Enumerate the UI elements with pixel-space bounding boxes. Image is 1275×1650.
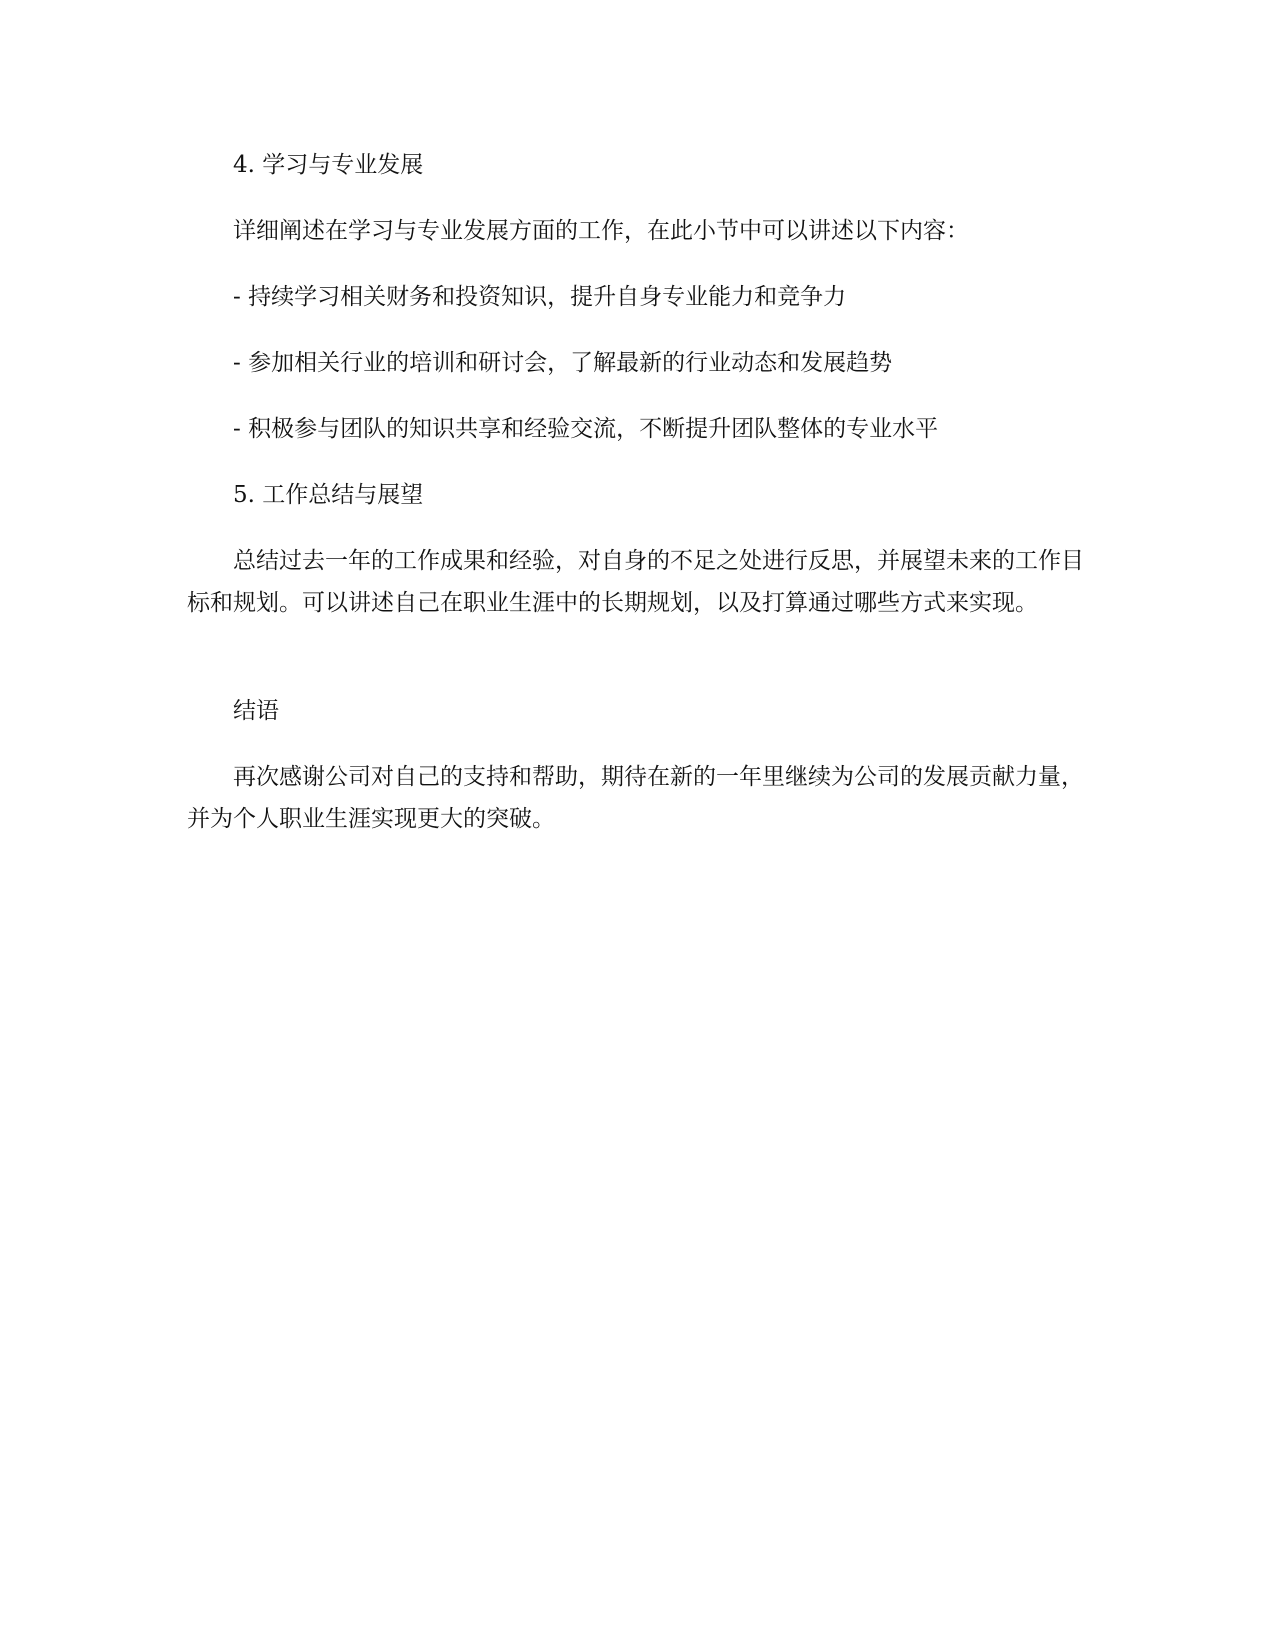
- section-heading-learning: 4. 学习与专业发展: [233, 152, 424, 178]
- section-intro-paragraph: 详细阐述在学习与专业发展方面的工作，在此小节中可以讲述以下内容：: [233, 218, 969, 244]
- bullet-item-2: - 参加相关行业的培训和研讨会，了解最新的行业动态和发展趋势: [233, 350, 893, 376]
- section-heading-summary: 5. 工作总结与展望: [233, 482, 424, 508]
- conclusion-heading: 结语: [233, 698, 279, 724]
- bullet-item-3: - 积极参与团队的知识共享和经验交流，不断提升团队整体的专业水平: [233, 416, 939, 442]
- conclusion-paragraph: 再次感谢公司对自己的支持和帮助，期待在新的一年里继续为公司的发展贡献力量，并为个人职业生涯实现更大的突破。: [187, 764, 1084, 832]
- summary-paragraph: 总结过去一年的工作成果和经验，对自身的不足之处进行反思，并展望未来的工作目标和规划。可以讲述自己在职业生涯中的长期规划，以及打算通过哪些方式来实现。: [187, 548, 1084, 616]
- bullet-item-1: - 持续学习相关财务和投资知识，提升自身专业能力和竞争力: [233, 284, 847, 310]
